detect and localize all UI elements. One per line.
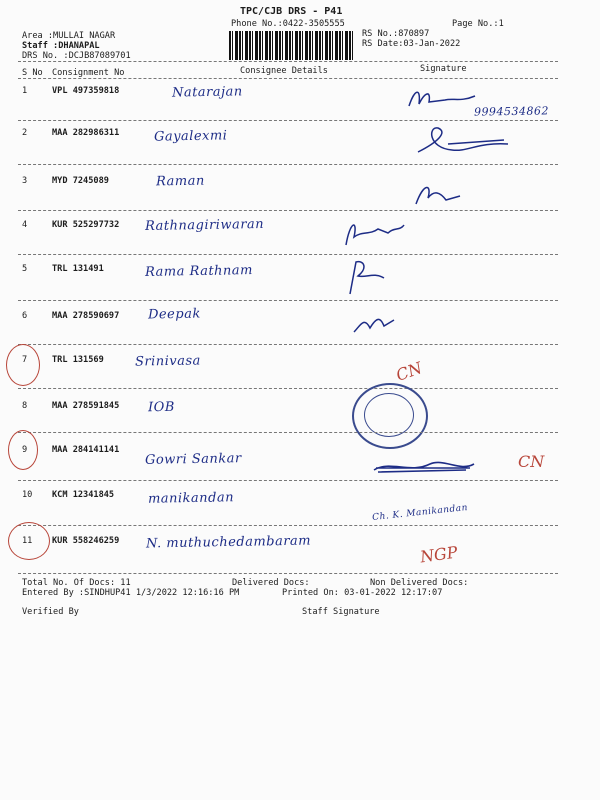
row-divider bbox=[18, 480, 558, 481]
row-consignment: MYD 7245089 bbox=[52, 176, 109, 186]
consignee-name: Gowri Sankar bbox=[144, 451, 242, 468]
signature-name: Ch. K. Manikandan bbox=[371, 503, 469, 523]
entered-by: Entered By :SINDHUP41 1/3/2022 12:16:16 PM bbox=[22, 588, 240, 598]
consignee-name: Gayalexmi bbox=[153, 128, 228, 145]
row-sno: 4 bbox=[22, 220, 28, 230]
delivered-docs: Delivered Docs: bbox=[232, 578, 310, 588]
row-consignment: MAA 278591845 bbox=[52, 401, 120, 411]
row-sno: 7 bbox=[22, 355, 28, 365]
staff-label: Staff :DHANAPAL bbox=[22, 41, 100, 51]
column-signature: Signature bbox=[420, 64, 467, 74]
red-circle-mark bbox=[6, 344, 40, 386]
row-consignment: MAA 278590697 bbox=[52, 311, 120, 321]
phone-note: 9994534862 bbox=[473, 104, 550, 119]
remark-cn: CN bbox=[518, 452, 545, 471]
row-divider bbox=[18, 388, 558, 389]
drs-number: DRS No. :DCJB87089701 bbox=[22, 51, 131, 61]
signature bbox=[340, 215, 410, 251]
row-consignment: MAA 282986311 bbox=[52, 128, 120, 138]
row-sno: 3 bbox=[22, 176, 28, 186]
consignee-name: Srinivasa bbox=[134, 353, 201, 370]
signature-struck bbox=[370, 456, 480, 478]
stamp-inner-ring bbox=[364, 393, 414, 437]
row-sno: 6 bbox=[22, 311, 28, 321]
row-sno: 9 bbox=[22, 445, 28, 455]
row-divider bbox=[18, 573, 558, 574]
printed-on: Printed On: 03-01-2022 12:17:07 bbox=[282, 588, 443, 598]
consignee-name: N. muthuchedambaram bbox=[145, 533, 312, 552]
row-divider bbox=[18, 210, 558, 211]
staff-signature: Staff Signature bbox=[302, 607, 380, 617]
signature bbox=[350, 308, 400, 338]
column-consignee: Consignee Details bbox=[240, 66, 328, 76]
rs-number: RS No.:870897 bbox=[362, 29, 430, 39]
consignee-name: Rama Rathnam bbox=[144, 263, 254, 280]
row-consignment: KUR 525297732 bbox=[52, 220, 120, 230]
row-sno: 10 bbox=[22, 490, 33, 500]
rs-date: RS Date:03-Jan-2022 bbox=[362, 39, 461, 49]
row-sno: 1 bbox=[22, 86, 28, 96]
page-number: Page No.:1 bbox=[452, 19, 504, 29]
consignee-name: IOB bbox=[147, 399, 175, 416]
row-consignment: VPL 497359818 bbox=[52, 86, 120, 96]
row-consignment: TRL 131569 bbox=[52, 355, 104, 365]
divider bbox=[18, 78, 558, 79]
consignee-name: Raman bbox=[155, 173, 205, 190]
row-divider bbox=[18, 164, 558, 165]
non-delivered-docs: Non Delivered Docs: bbox=[370, 578, 469, 588]
row-consignment: TRL 131491 bbox=[52, 264, 104, 274]
barcode bbox=[229, 31, 353, 60]
total-docs: Total No. Of Docs: 11 bbox=[22, 578, 131, 588]
remark-ngp: NGP bbox=[418, 542, 459, 567]
row-divider bbox=[18, 120, 558, 121]
row-sno: 8 bbox=[22, 401, 28, 411]
bank-stamp bbox=[352, 383, 428, 449]
consignee-name: manikandan bbox=[147, 490, 235, 507]
phone-number: Phone No.:0422-3505555 bbox=[231, 19, 345, 29]
column-sno: S No bbox=[22, 68, 43, 78]
consignee-name: Deepak bbox=[147, 306, 201, 323]
row-consignment: KCM 12341845 bbox=[52, 490, 115, 500]
verified-by: Verified By bbox=[22, 607, 79, 617]
row-divider bbox=[18, 300, 558, 301]
remark-cn: CN bbox=[393, 358, 425, 385]
row-divider bbox=[18, 525, 558, 526]
column-consignment: Consignment No bbox=[52, 68, 125, 78]
row-divider bbox=[18, 432, 558, 433]
row-consignment: MAA 284141141 bbox=[52, 445, 120, 455]
signature bbox=[344, 258, 394, 298]
row-divider bbox=[18, 344, 558, 345]
consignee-name: Rathnagiriwaran bbox=[144, 216, 265, 235]
row-sno: 2 bbox=[22, 128, 28, 138]
consignee-name: Natarajan bbox=[171, 84, 243, 101]
signature bbox=[408, 122, 518, 160]
area-label: Area :MULLAI NAGAR bbox=[22, 31, 116, 41]
row-consignment: KUR 558246259 bbox=[52, 536, 120, 546]
divider bbox=[18, 61, 558, 62]
row-sno: 5 bbox=[22, 264, 28, 274]
row-divider bbox=[18, 254, 558, 255]
document-title: TPC/CJB DRS - P41 bbox=[240, 6, 343, 17]
row-sno: 11 bbox=[22, 536, 33, 546]
signature bbox=[410, 180, 470, 210]
